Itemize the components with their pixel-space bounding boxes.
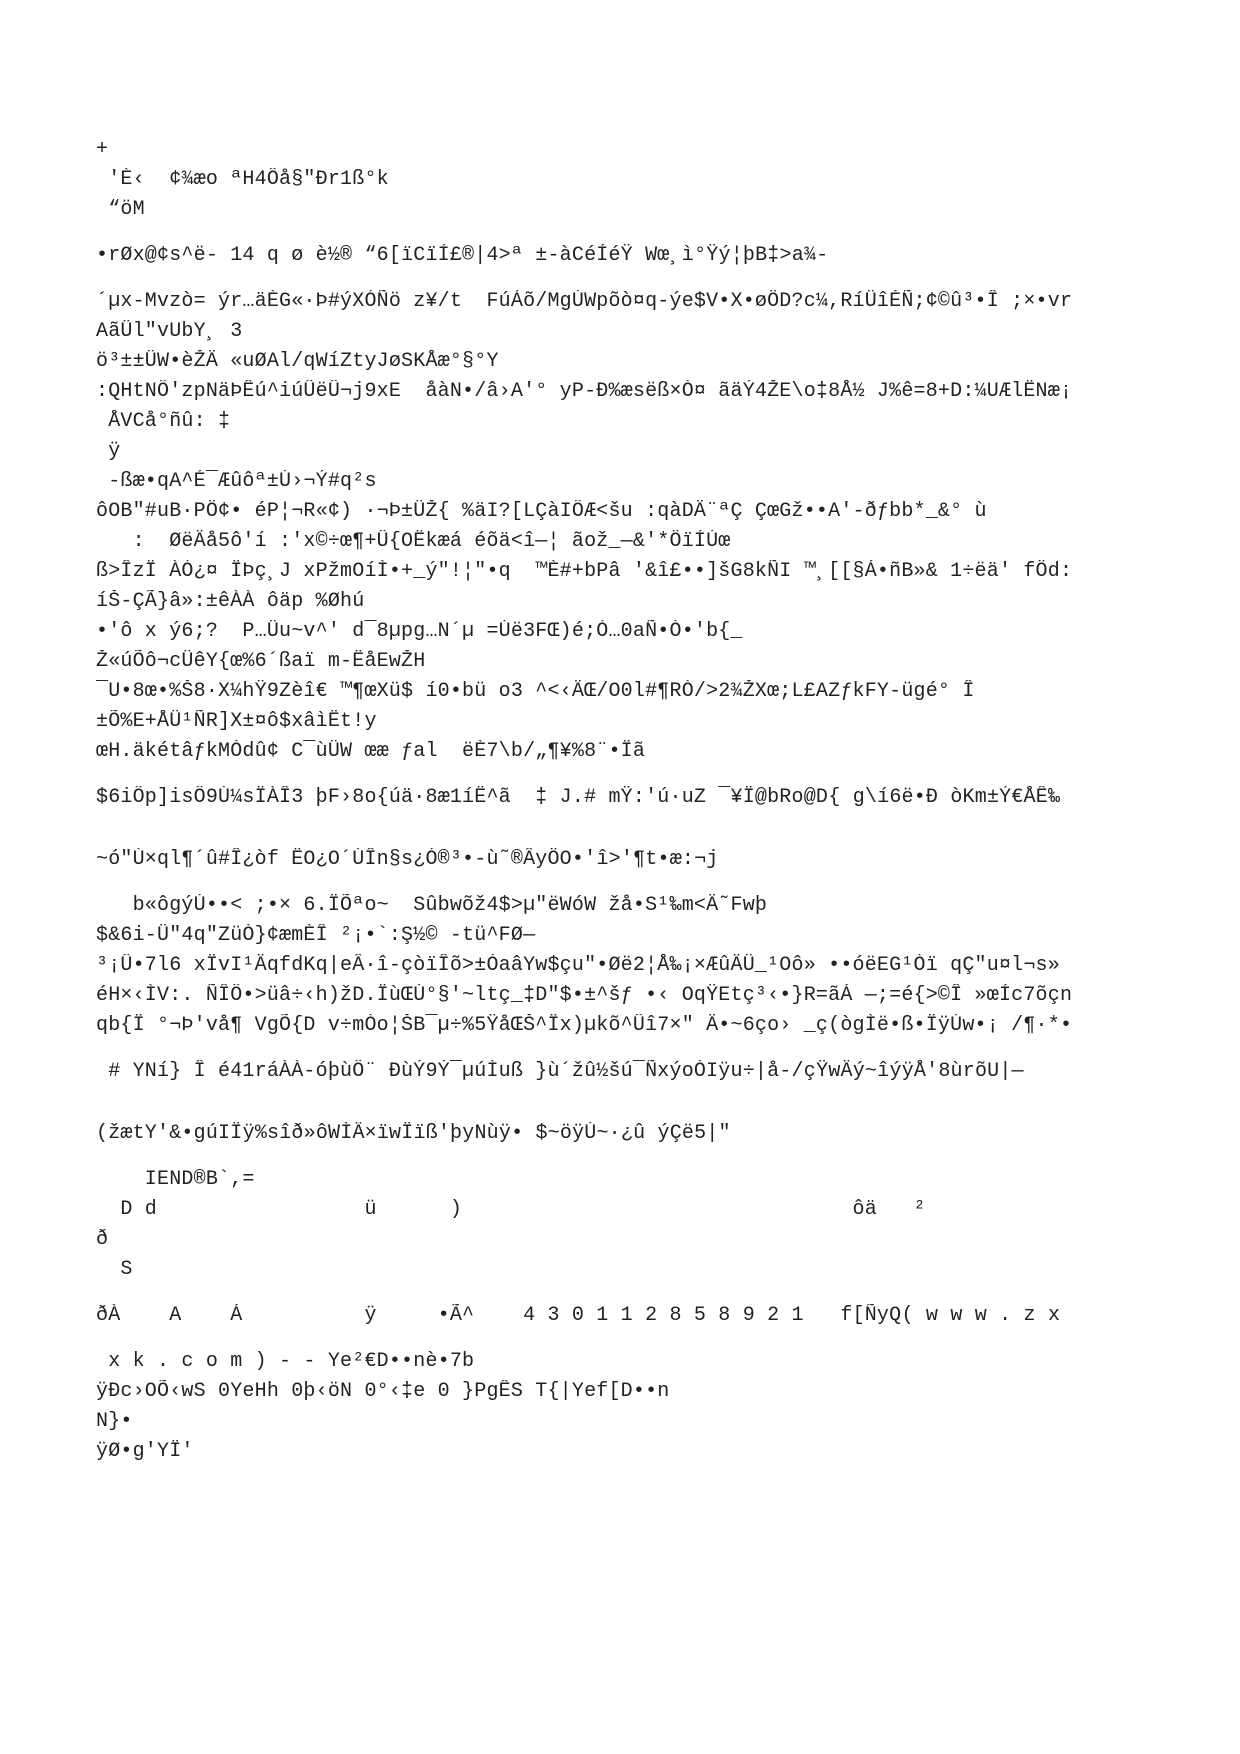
text-line-20: œH.äkétâƒkMÓdû¢ C¯ùÜW œæ ƒal ëÈ7\b/„¶¥%8¨•Ïã: [96, 740, 646, 763]
text-line-24: $&6i-Ü"4q"ZüÒ}¢æmÈÎ ²¡•`:Ş½© -tü^FØ—: [96, 924, 536, 947]
text-line-22: ~ó"Ù×ql¶´û#Î¿òf ËO¿O´ÙÎn§s¿Ó®³•-ù˜®ÂyÖO•'î>'¶t•æ:¬j: [96, 848, 719, 871]
text-line-34: ðÀ A Á ÿ •Ã^ 4 3 0 1 1 2 8 5 8 9 2 1 f[ÑyQ( w w w . z x: [96, 1304, 1061, 1327]
text-line-3: “öM: [96, 198, 145, 221]
text-line-19: ±Õ%E+ÅÜ¹ÑR]X±¤ô$xâìËt!y: [96, 710, 377, 733]
text-line-23: b«ôgýÚ••< ;•× 6.ÏÕªo~ Sûbwõž4$>µ"ëWóW žå•S¹‰m<Ä˜Fwþ: [96, 894, 768, 917]
text-line-35: x k . c o m ) - - Ye²€D••nè•7b: [96, 1350, 475, 1373]
text-line-16: •'ô x ý6;? P…Üu~v^' d¯8µpg…N´µ =Ùë3FŒ)é;Ó…0aÑ•Ò•'b{_: [96, 620, 743, 643]
text-line-18: ¯U•8œ•%Š8·X¼hŸ9Zèî€ ™¶œXü$ í0•bü o3 ^<‹ÄŒ/O0l#¶RÒ/>2¾ŽXœ;L£AZƒkFY-ügé° Î: [96, 680, 975, 703]
text-line-27: qb{Ï °¬Þ'vå¶ VgÕ{D v÷mÒo¦ŠB¯µ÷%5ŸåŒŠ^Ïx)µkõ^Ûî7×" Ä•~6ço› _ç(ògÌë•ß•ÏÿÚw•¡ /¶·*•: [96, 1014, 1073, 1037]
text-line-30: IEND®B`,=: [96, 1168, 255, 1191]
text-line-10: ÿ: [96, 440, 121, 463]
text-line-38: ÿØ•g'YÏ': [96, 1440, 194, 1463]
text-line-1: +: [96, 138, 109, 161]
text-line-33: S: [96, 1258, 133, 1281]
text-line-17: Ž«úÕô¬cÜêY{œ%6´ßaï m-ËåEwŽH: [96, 650, 426, 673]
text-line-29: (žætY'&•gúIÏÿ%sîð»ôWÌÄ×ïwÏïß'þyNùÿ• $~öÿÚ~·¿û ýÇë5|": [96, 1122, 731, 1145]
text-line-14: ß>ÎzÏ ÀÓ¿¤ ÏÞç¸J xPžmOíÌ•+_ý"!¦"•q ™È#+bPâ '&î£••]šG8kÑI ™¸[[§Á•ñB»& 1÷ëä' fÖd:: [96, 560, 1073, 583]
text-line-37: N}•: [96, 1410, 133, 1433]
text-line-5: ´µx-Mvzò= ýr…äÈG«·Þ#ýXÓÑö z¥/t FúÁõ/MgÚWpõò¤q-ýe$V•X•øÖD?c¼,RíÜîÉÑ;¢©û³•Î ;×•vr: [96, 290, 1073, 313]
text-line-26: éH×‹ÌV:. ÑÎÔ•>üâ÷‹h)žD.ÏùŒÙ°§'~ltç_‡D"$•±^šƒ •‹ OqŸEtç³‹•}R=ãÁ —;=é{>©Î »œÍc7õçn: [96, 984, 1073, 1007]
text-line-7: ö³±±ÜW•èŽÄ «uØAl/qWíZtyJøSKÅæ°§°Y: [96, 350, 499, 373]
text-line-9: ÅVCå°ñû: ‡: [96, 410, 231, 433]
text-line-4: •rØx@¢s^ë- 14 q ø è½® “6[ïCïÍ£®|4>ª ±-àCéÍéŸ Wœ¸ì°Ÿý¦þB‡>a¾-: [96, 244, 829, 267]
text-line-13: : ØëÄå5ô'í :'x©÷œ¶+Û{OËkæá éõä<î—¦ ãož_—&'*ÖïÍÚœ: [96, 530, 731, 553]
text-line-36: ÿÐc›OÕ‹wS 0YeHh 0þ‹öN 0°‹‡e 0 }PgÊS T{|Yef[D••n: [96, 1380, 670, 1403]
text-line-32: ð: [96, 1228, 109, 1251]
text-line-25: ³¡Û•7l6 xÏvI¹ÄqfdKq|eÂ·î-çòïÎõ>±ÓaâYw$çu"•Øë2¦Å‰¡×ÆûÄÜ_¹Oô» ••óëEG¹Òï qÇ"u¤l¬s»: [96, 954, 1060, 977]
text-line-8: :QHtNÔ'zpNäÞÊú^iúÛëÛ¬j9xE åàN•/â›A'° yP-Ð%æsëß×Ò¤ ãäÝ4ŽE\o‡8Å½ J%ê=8+D:¼UÆlËNæ¡: [96, 380, 1073, 403]
text-line-28: # YNí} Î é41ráÀÀ-óþùÔ¨ ÐùÝ9Ý¯µúÌuß }ù´žû½šú¯ÑxýoÒIÿu÷|å-/çŸwÄý~îýÿÅ'8ùrõU|—: [96, 1060, 1024, 1083]
text-line-31: D d ü ) ôä ²: [96, 1198, 926, 1221]
text-line-6: AãÜl"vUbY¸ 3: [96, 320, 243, 343]
text-line-11: -ßæ•qA^É¯Æûôª±Ù›¬Ý#q²s: [96, 470, 377, 493]
text-line-2: 'È‹ ¢¾æo ªH4Ôå§"Ðr1ß°k: [96, 168, 389, 191]
text-line-15: íŠ-ÇÃ}â»:±êÀÀ ôäp %Øhú: [96, 590, 365, 613]
text-line-12: ôOB"#uB·PÖ¢• éP¦¬R«¢) ·¬Þ±ÜŽ{ %äI?[LÇàIÔÆ<šu :qàDÄ¨ªÇ ÇœGž••A'-ðƒbb*_&° ù: [96, 500, 987, 523]
text-line-21: $6iÔp]isÔ9Ù¼sÏÀÎ3 þF›8o{úä·8æ1íË^ã ‡ J.# mŸ:'ú·uZ ¯¥Ï@bRo@D{ g\í6ë•Ð òKm±Ý€ÅÊ‰: [96, 786, 1061, 809]
